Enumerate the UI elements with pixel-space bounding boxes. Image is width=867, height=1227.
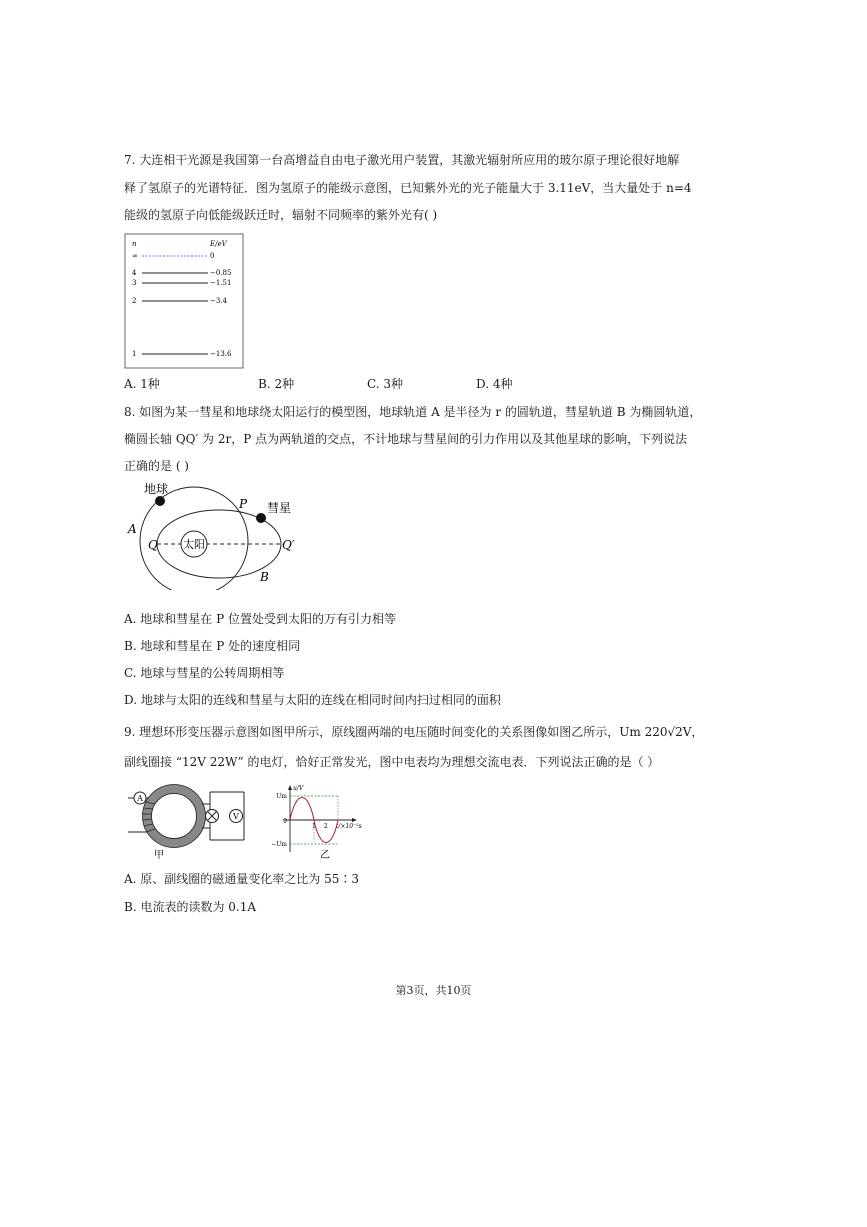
- level-e-2: −3.4: [210, 297, 227, 305]
- toroidal-core: [147, 789, 201, 843]
- sun-label: 太阳: [183, 538, 205, 551]
- q8-option-c: C. 地球与彗星的公转周期相等: [124, 666, 285, 680]
- energy-level-diagram: [124, 233, 244, 369]
- q9-option-a: A. 原、副线圈的磁通量变化率之比为 55∶3: [124, 872, 360, 886]
- q8-option-b: B. 地球和彗星在 P 处的速度相同: [124, 639, 301, 653]
- ammeter-label: A: [137, 794, 143, 803]
- voltage-time-graph: [262, 782, 367, 862]
- q7-option-b: B. 2种: [258, 377, 295, 391]
- q7-line-3: 能级的氢原子向低能级跃迁时，辐射不同频率的紫外光有( ): [124, 208, 438, 222]
- y-axis-label: u/V: [293, 785, 304, 792]
- caption-jia: 甲: [154, 850, 164, 861]
- q8-option-a: A. 地球和彗星在 P 位置处受到太阳的万有引力相等: [124, 612, 396, 626]
- level-n-inf: ∞: [132, 252, 138, 260]
- earth-label: 地球: [144, 482, 169, 496]
- x-axis-label: t/×10⁻²s: [336, 823, 362, 830]
- caption-yi: 乙: [320, 850, 330, 861]
- label-a: A: [128, 522, 137, 536]
- orbit-diagram: [124, 480, 304, 590]
- earth-dot: [155, 496, 165, 506]
- comet-dot: [256, 513, 266, 523]
- level-e-4: −0.85: [210, 269, 232, 277]
- col-energy-label: E/eV: [210, 240, 227, 248]
- q7-line-2: 释了氢原子的光谱特征．图为氢原子的能级示意图，已知紫外光的光子能量大于 3.11eV，当大量处于 n=4: [124, 181, 692, 195]
- level-n-4: 4: [132, 269, 137, 277]
- q7-option-d: D. 4种: [476, 377, 513, 391]
- voltmeter-label: V: [233, 812, 239, 821]
- transformer-diagram: [124, 782, 254, 862]
- col-n-label: n: [132, 240, 137, 248]
- q8-line-1: 8. 如图为某一彗星和地球绕太阳运行的模型图，地球轨道 A 是半径为 r 的圆轨道，彗星轨道 B 为椭圆轨道，: [124, 405, 702, 419]
- q9-option-b: B. 电流表的读数为 0.1A: [124, 900, 257, 914]
- q9-line-2: 副线圈接 “12V 22W” 的电灯，恰好正常发光，图中电表均为理想交流电表．下列说法正确的是（ ）: [124, 755, 660, 769]
- q9-line-1: 9. 理想环形变压器示意图如图甲所示，原线圈两端的电压随时间变化的关系图像如图乙所示，Um 220√2V，: [124, 725, 704, 739]
- label-p: P: [239, 497, 248, 511]
- origin-label: 0: [283, 818, 287, 825]
- comet-label: 彗星: [267, 501, 292, 515]
- level-e-inf: 0: [210, 252, 215, 260]
- q7-option-a: A. 1种: [124, 377, 160, 391]
- q8-line-3: 正确的是 ( ): [124, 459, 189, 473]
- level-n-1: 1: [132, 350, 137, 358]
- level-e-3: −1.51: [210, 279, 232, 287]
- tick-1-label: 1: [312, 823, 316, 830]
- um-label: Um: [276, 793, 287, 800]
- label-q-prime: Q′: [282, 538, 295, 552]
- q8-option-d: D. 地球与太阳的连线和彗星与太阳的连线在相同时间内扫过相同的面积: [124, 693, 501, 707]
- page-footer: 第3页，共10页: [395, 984, 472, 997]
- level-n-2: 2: [132, 297, 137, 305]
- tick-2-label: 2: [324, 823, 328, 830]
- level-e-1: −13.6: [210, 350, 232, 358]
- q7-line-1: 7. 大连相干光源是我国第一台高增益自由电子激光用户装置，其激光辐射所应用的玻尔原子理论很好地解: [124, 153, 680, 167]
- level-n-3: 3: [132, 279, 137, 287]
- minus-um-label: −Um: [271, 841, 287, 848]
- q7-option-c: C. 3种: [367, 377, 404, 391]
- label-q: Q: [148, 538, 158, 552]
- label-b: B: [260, 570, 269, 584]
- q8-line-2: 椭圆长轴 QQ′ 为 2r，P 点为两轨道的交点，不计地球与彗星间的引力作用以及其他星球的影响，下列说法: [124, 432, 688, 446]
